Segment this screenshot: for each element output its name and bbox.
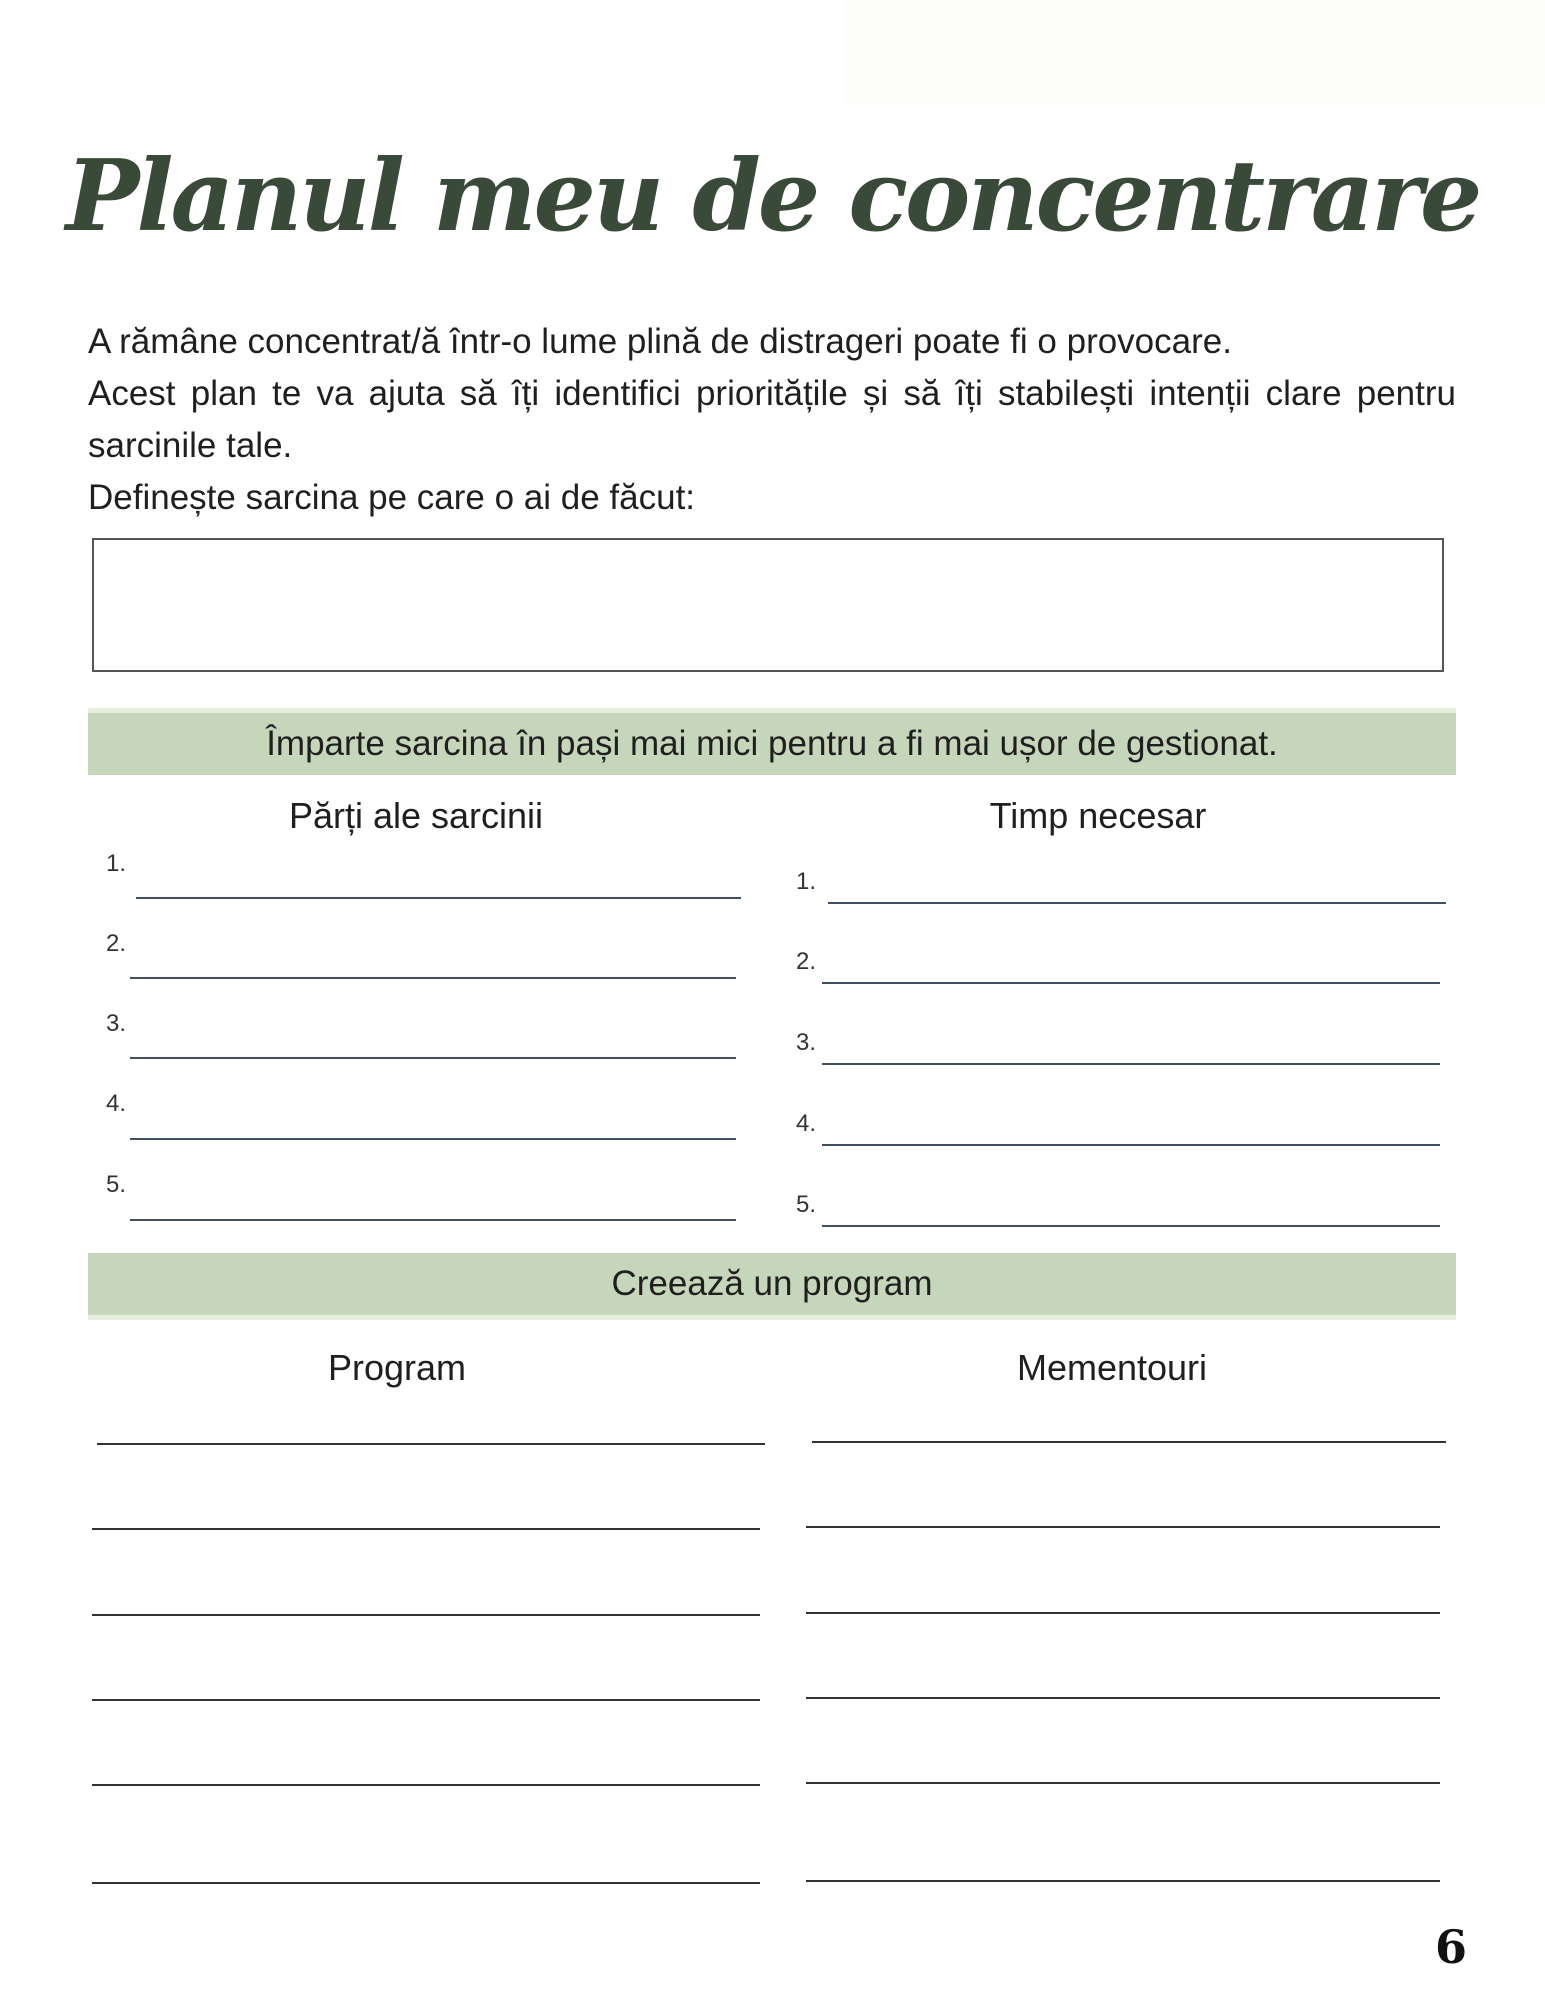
- task-part-number-5: 5.: [106, 1171, 127, 1198]
- intro-text: [88, 316, 1456, 524]
- intro-line-2: Acest plan te va ajuta să îți identifici prioritățile și să îți stabilești intenții clare pentru sarcinile tale.: [88, 374, 1456, 465]
- time-number-1: 1.: [796, 868, 817, 895]
- task-part-line-5[interactable]: [130, 1219, 736, 1221]
- time-number-2: 2.: [796, 948, 817, 975]
- time-number-5: 5.: [796, 1191, 817, 1218]
- task-part-line-2[interactable]: [130, 977, 736, 979]
- task-definition-box[interactable]: [92, 538, 1444, 672]
- program-header: Program: [327, 1347, 467, 1388]
- intro-line-3: Definește sarcina pe care o ai de făcut:: [88, 478, 696, 517]
- page-title: Planul meu de concentrare: [65, 139, 1480, 254]
- intro-line-1: A rămâne concentrat/ă într-o lume plină de distrageri poate fi o provocare.: [88, 322, 1232, 361]
- program-line-5[interactable]: [92, 1784, 760, 1786]
- task-part-line-4[interactable]: [130, 1138, 736, 1140]
- program-line-1[interactable]: [97, 1443, 765, 1445]
- time-line-2[interactable]: [822, 982, 1440, 984]
- program-line-2[interactable]: [92, 1528, 760, 1530]
- time-line-5[interactable]: [822, 1225, 1440, 1227]
- program-line-3[interactable]: [92, 1614, 760, 1616]
- program-line-6[interactable]: [92, 1882, 760, 1884]
- time-line-4[interactable]: [822, 1144, 1440, 1146]
- time-line-1[interactable]: [828, 902, 1446, 904]
- reminders-header: Mementouri: [1016, 1347, 1208, 1388]
- reminder-line-3[interactable]: [806, 1612, 1440, 1614]
- schedule-band-text: Creează un program: [611, 1264, 933, 1303]
- task-parts-header: Părți ale sarcinii: [288, 795, 544, 836]
- time-number-3: 3.: [796, 1029, 817, 1056]
- task-part-number-3: 3.: [106, 1010, 127, 1037]
- steps-band: [88, 713, 1456, 775]
- task-part-number-4: 4.: [106, 1090, 127, 1117]
- reminder-line-6[interactable]: [806, 1880, 1440, 1882]
- reminder-line-5[interactable]: [806, 1782, 1440, 1784]
- reminder-line-2[interactable]: [806, 1526, 1440, 1528]
- reminder-line-1[interactable]: [812, 1441, 1446, 1443]
- time-number-4: 4.: [796, 1110, 817, 1137]
- time-line-3[interactable]: [822, 1063, 1440, 1065]
- steps-band-text: Împarte sarcina în pași mai mici pentru a fi mai ușor de gestionat.: [266, 724, 1278, 763]
- time-needed-header: Timp necesar: [989, 795, 1207, 836]
- program-line-4[interactable]: [92, 1699, 760, 1701]
- page-corner-shade: [846, 0, 1545, 104]
- schedule-band: [88, 1253, 1456, 1315]
- page-number: 6: [1434, 1920, 1467, 1974]
- task-part-number-2: 2.: [106, 930, 127, 957]
- reminder-line-4[interactable]: [806, 1697, 1440, 1699]
- task-part-line-1[interactable]: [136, 897, 741, 899]
- task-part-number-1: 1.: [106, 850, 127, 877]
- task-part-line-3[interactable]: [130, 1057, 736, 1059]
